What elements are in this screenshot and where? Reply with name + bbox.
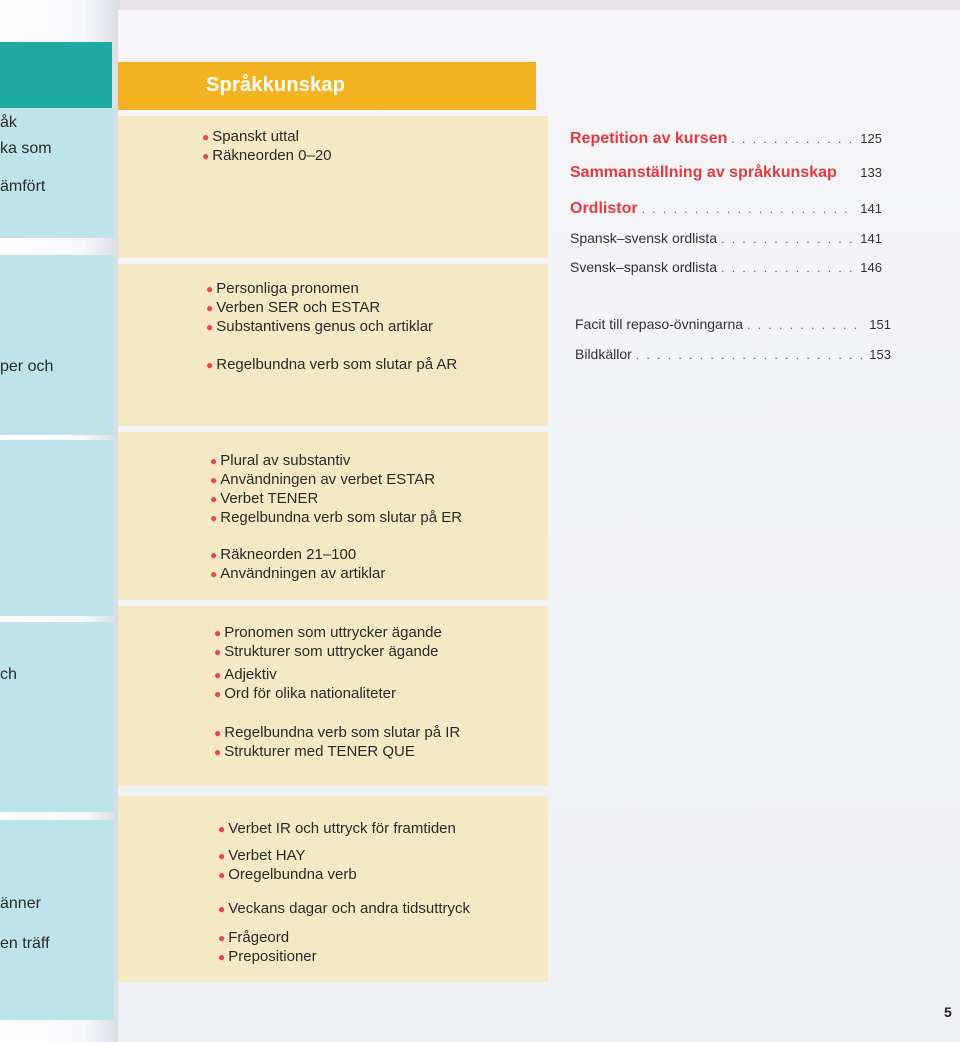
toc-label: Bildkällor bbox=[575, 346, 632, 362]
list-item: ● Räkneorden 0–20 bbox=[202, 147, 332, 164]
topic-block bbox=[118, 606, 548, 786]
toc-label: Facit till repaso-övningarna bbox=[575, 316, 744, 332]
bullet-dot-icon: ● bbox=[214, 626, 222, 640]
page-number: 5 bbox=[944, 1004, 952, 1020]
left-teal-block bbox=[0, 108, 114, 238]
toc-page: 141 bbox=[860, 231, 882, 246]
toc-page: 151 bbox=[869, 317, 891, 332]
left-text-fragment: ch bbox=[0, 666, 17, 683]
list-item: ● Frågeord bbox=[218, 929, 290, 946]
bullet-dot-icon: ● bbox=[206, 358, 214, 372]
bullet-dot-icon: ● bbox=[218, 822, 226, 836]
toc-leader bbox=[747, 318, 865, 332]
list-item: ● Strukturer som uttrycker ägande bbox=[214, 643, 439, 660]
bullet-dot-icon: ● bbox=[214, 645, 222, 659]
bullet-dot-icon: ● bbox=[214, 726, 222, 740]
list-item: ● Pronomen som uttrycker ägande bbox=[214, 624, 442, 641]
toc-label: Svensk–spansk ordlista bbox=[570, 259, 718, 275]
bullet-dot-icon: ● bbox=[218, 931, 226, 945]
list-item: ● Räkneorden 21–100 bbox=[210, 546, 357, 563]
bullet-dot-icon: ● bbox=[214, 668, 222, 682]
list-item: ● Användningen av artiklar bbox=[210, 565, 386, 582]
toc-label: Spansk–svensk ordlista bbox=[570, 230, 718, 246]
left-text-fragment: ämfört bbox=[0, 178, 46, 195]
left-teal-block bbox=[0, 255, 114, 435]
topic-block bbox=[118, 264, 548, 426]
bullet-dot-icon: ● bbox=[214, 687, 222, 701]
bullet-dot-icon: ● bbox=[218, 849, 226, 863]
list-item: ● Verbet TENER bbox=[210, 490, 319, 507]
list-item: ● Ord för olika nationaliteter bbox=[214, 685, 397, 702]
column-header bbox=[118, 62, 536, 110]
list-item: ● Personliga pronomen bbox=[206, 280, 359, 297]
bullet-dot-icon: ● bbox=[214, 745, 222, 759]
topic-block bbox=[118, 432, 548, 600]
list-item: ● Regelbundna verb som slutar på IR bbox=[214, 724, 461, 741]
bullet-dot-icon: ● bbox=[210, 567, 218, 581]
toc-entry bbox=[570, 164, 882, 182]
toc-entry bbox=[570, 230, 882, 246]
list-item: ● Strukturer med TENER QUE bbox=[214, 743, 415, 760]
topic-block bbox=[118, 796, 548, 982]
bullet-dot-icon: ● bbox=[210, 473, 218, 487]
left-text-fragment: ka som bbox=[0, 140, 52, 157]
left-page bbox=[0, 0, 120, 1042]
list-item: ● Användningen av verbet ESTAR bbox=[210, 471, 436, 488]
toc-page: 146 bbox=[860, 260, 882, 275]
bullet-dot-icon: ● bbox=[206, 282, 214, 296]
toc-entry bbox=[570, 130, 882, 148]
bullet-dot-icon: ● bbox=[218, 868, 226, 882]
toc-page: 133 bbox=[860, 165, 882, 180]
list-item: ● Veckans dagar och andra tidsuttryck bbox=[218, 900, 471, 917]
bullet-dot-icon: ● bbox=[210, 454, 218, 468]
toc-label: Repetition av kursen bbox=[570, 130, 728, 147]
list-item: ● Plural av substantiv bbox=[210, 452, 351, 469]
toc-leader bbox=[731, 132, 856, 146]
toc-leader bbox=[642, 202, 857, 216]
bullet-dot-icon: ● bbox=[210, 511, 218, 525]
bullet-dot-icon: ● bbox=[206, 301, 214, 315]
column-header-title: Språkkunskap bbox=[206, 74, 346, 96]
list-item: ● Substantivens genus och artiklar bbox=[206, 318, 434, 335]
bullet-dot-icon: ● bbox=[218, 902, 226, 916]
left-text-fragment: per och bbox=[0, 358, 54, 375]
list-item: ● Spanskt uttal bbox=[202, 128, 299, 145]
list-item: ● Prepositioner bbox=[218, 948, 317, 965]
toc-leader bbox=[721, 232, 856, 246]
left-text-fragment: åk bbox=[0, 114, 17, 131]
bullet-dot-icon: ● bbox=[206, 320, 214, 334]
list-item: ● Regelbundna verb som slutar på AR bbox=[206, 356, 458, 373]
toc-leader bbox=[636, 348, 865, 362]
bullet-dot-icon: ● bbox=[202, 149, 210, 163]
toc-label: Sammanställning av språkkunskap bbox=[570, 164, 837, 181]
bullet-dot-icon: ● bbox=[210, 492, 218, 506]
list-item: ● Adjektiv bbox=[214, 666, 277, 683]
list-item: ● Oregelbundna verb bbox=[218, 866, 357, 883]
toc-page: 125 bbox=[860, 131, 882, 146]
toc-entry bbox=[575, 316, 891, 332]
toc-leader bbox=[721, 261, 856, 275]
bullet-dot-icon: ● bbox=[202, 130, 210, 144]
toc-label: Ordlistor bbox=[570, 200, 638, 217]
bullet-dot-icon: ● bbox=[218, 950, 226, 964]
toc-page: 141 bbox=[860, 201, 882, 216]
bullet-dot-icon: ● bbox=[210, 548, 218, 562]
left-text-fragment: änner bbox=[0, 895, 41, 912]
left-text-fragment: en träff bbox=[0, 935, 50, 952]
left-teal-block bbox=[0, 820, 114, 1020]
toc-entry bbox=[570, 259, 882, 275]
toc-entry bbox=[570, 200, 882, 218]
toc-entry bbox=[575, 346, 891, 362]
left-teal-block bbox=[0, 440, 114, 616]
toc-page: 153 bbox=[869, 347, 891, 362]
list-item: ● Regelbundna verb som slutar på ER bbox=[210, 509, 463, 526]
list-item: ● Verben SER och ESTAR bbox=[206, 299, 381, 316]
topic-block bbox=[118, 116, 548, 258]
list-item: ● Verbet HAY bbox=[218, 847, 306, 864]
list-item: ● Verbet IR och uttryck för framtiden bbox=[218, 820, 456, 837]
left-teal-block bbox=[0, 622, 114, 812]
